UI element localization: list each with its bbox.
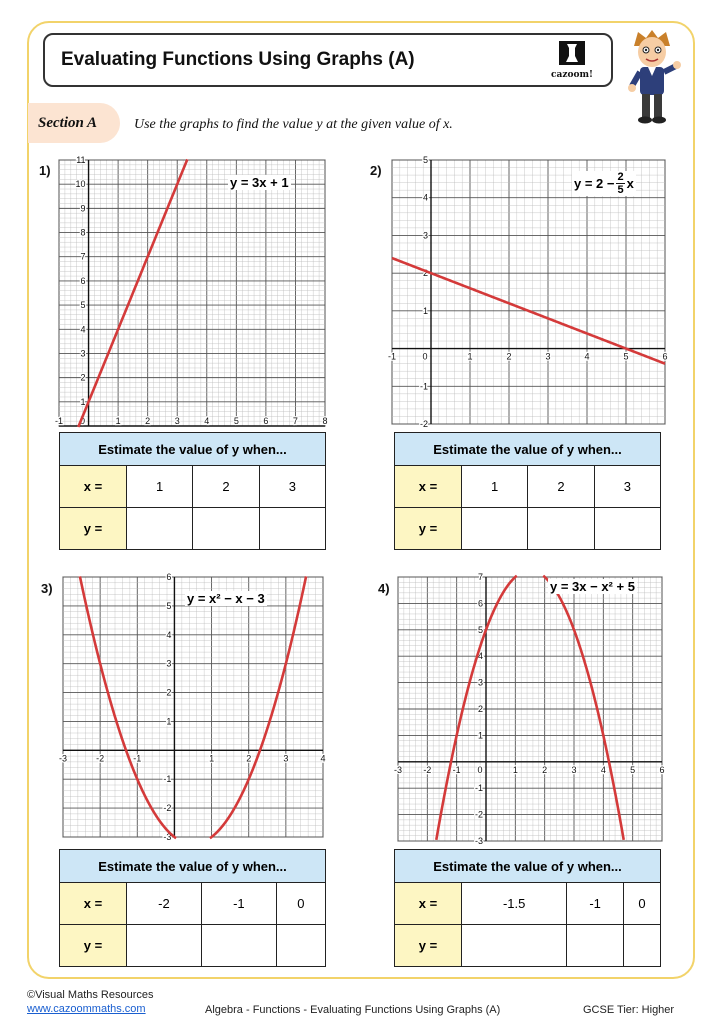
y-label: y =	[395, 925, 462, 967]
question-number-3: 3)	[41, 581, 53, 596]
answer-table-4	[394, 849, 661, 967]
y-tick-label: 3	[422, 230, 428, 241]
y-answer-cell[interactable]	[259, 508, 325, 550]
x-tick-label: -3	[58, 753, 68, 764]
x-tick-label: 4	[320, 753, 326, 764]
x-value: -2	[127, 883, 202, 925]
y-tick-label: 3	[166, 658, 172, 669]
x-value: 3	[594, 466, 660, 508]
y-tick-label: 3	[477, 677, 483, 688]
website-link[interactable]: www.cazoommaths.com	[27, 1003, 146, 1015]
y-tick-label: 6	[477, 598, 483, 609]
y-answer-cell[interactable]	[567, 925, 624, 967]
x-value: 1	[462, 466, 528, 508]
x-value: 3	[259, 466, 325, 508]
equation-2-numerator: 2	[617, 171, 624, 183]
x-tick-label: 3	[571, 764, 577, 775]
x-tick-label: 2	[246, 753, 252, 764]
y-tick-label: 2	[422, 268, 428, 279]
section-label: Section A	[38, 115, 98, 131]
y-tick-label: 11	[76, 155, 86, 165]
y-tick-label: 8	[80, 227, 86, 238]
y-tick-label: 9	[80, 203, 86, 214]
y-tick-label: -3	[163, 832, 172, 842]
question-number-2: 2)	[370, 163, 382, 178]
equation-1: y = 3x + 1	[230, 175, 289, 190]
x-label: x =	[60, 466, 127, 508]
x-tick-label: 2	[506, 351, 512, 362]
x-tick-label: 5	[623, 351, 629, 362]
table-prompt: Estimate the value of y when...	[60, 433, 326, 466]
y-tick-label: -2	[474, 809, 483, 820]
x-label: x =	[395, 883, 462, 925]
equation-4: y = 3x − x² + 5	[550, 579, 635, 594]
x-value: 0	[276, 883, 325, 925]
y-tick-label: 2	[80, 372, 86, 383]
y-tick-label: 6	[80, 275, 86, 286]
x-tick-label: 2	[542, 764, 548, 775]
x-tick-label: 0	[477, 764, 483, 775]
graph-2	[387, 155, 668, 429]
table-prompt: Estimate the value of y when...	[395, 850, 661, 883]
y-answer-cell[interactable]	[462, 508, 528, 550]
y-tick-label: 7	[477, 572, 483, 582]
question-number-4: 4)	[378, 581, 390, 596]
graph-1	[54, 155, 328, 426]
equation-2-denominator: 5	[617, 184, 624, 196]
graph-3	[58, 572, 326, 842]
x-tick-label: -3	[393, 764, 403, 775]
footer-topic: Algebra - Functions - Evaluating Functions Using Graphs (A)	[205, 1004, 501, 1016]
y-answer-cell[interactable]	[623, 925, 660, 967]
cazoom-logo	[547, 40, 597, 82]
graph-4	[393, 572, 665, 846]
y-answer-cell[interactable]	[528, 508, 594, 550]
y-answer-cell[interactable]	[462, 925, 567, 967]
x-tick-label: 1	[467, 351, 473, 362]
x-value: 2	[528, 466, 594, 508]
y-tick-label: -3	[474, 836, 483, 846]
y-tick-label: 2	[166, 687, 172, 698]
x-tick-label: 6	[662, 351, 668, 362]
question-number-1: 1)	[39, 163, 51, 178]
y-tick-label: 7	[80, 251, 86, 262]
x-tick-label: 2	[145, 416, 151, 426]
y-tick-label: 5	[477, 624, 483, 635]
x-tick-label: -1	[452, 764, 461, 775]
page-title: Evaluating Functions Using Graphs (A)	[61, 49, 415, 70]
x-value: -1.5	[462, 883, 567, 925]
y-tick-label: 1	[166, 716, 172, 727]
copyright-text: ©Visual Maths Resources	[27, 989, 154, 1001]
y-tick-label: 10	[75, 179, 86, 190]
answer-table-1	[59, 432, 326, 550]
footer-credits	[27, 988, 154, 1016]
y-label: y =	[60, 925, 127, 967]
x-tick-label: 5	[233, 416, 239, 426]
x-tick-label: 5	[630, 764, 636, 775]
y-tick-label: -1	[474, 783, 483, 794]
y-label: y =	[395, 508, 462, 550]
y-tick-label: -2	[163, 803, 172, 814]
equation-3: y = x² − x − 3	[187, 591, 265, 606]
table-prompt: Estimate the value of y when...	[60, 850, 326, 883]
x-tick-label: 7	[292, 416, 298, 426]
y-tick-label: -1	[419, 381, 428, 392]
table-prompt: Estimate the value of y when...	[395, 433, 661, 466]
y-tick-label: 1	[477, 730, 483, 741]
y-tick-label: 5	[422, 155, 428, 165]
y-answer-cell[interactable]	[127, 925, 202, 967]
x-label: x =	[60, 883, 127, 925]
instruction-text: Use the graphs to find the value y at the given value of x.	[134, 117, 453, 132]
x-value: 0	[623, 883, 660, 925]
y-tick-label: 4	[422, 192, 428, 203]
y-tick-label: 4	[166, 629, 172, 640]
mascot-icon	[624, 28, 684, 126]
x-tick-label: 0	[422, 351, 428, 362]
y-answer-cell[interactable]	[276, 925, 325, 967]
y-tick-label: 5	[166, 600, 172, 611]
x-tick-label: 1	[209, 753, 215, 764]
x-tick-label: 3	[174, 416, 180, 426]
y-tick-label: 5	[80, 300, 86, 311]
x-tick-label: 8	[322, 416, 328, 426]
equation-2-suffix: x	[626, 176, 634, 191]
y-label: y =	[60, 508, 127, 550]
x-tick-label: -2	[96, 753, 105, 764]
y-tick-label: 1	[422, 305, 428, 316]
x-tick-label: 1	[115, 416, 121, 426]
y-tick-label: 1	[80, 396, 86, 407]
x-tick-label: 6	[263, 416, 269, 426]
x-label: x =	[395, 466, 462, 508]
y-answer-cell[interactable]	[193, 508, 259, 550]
logo-text: cazoom!	[551, 70, 593, 80]
x-value: -1	[201, 883, 276, 925]
y-tick-label: -2	[419, 419, 428, 429]
x-tick-label: -1	[133, 753, 142, 764]
answer-table-2	[394, 432, 661, 550]
x-tick-label: -1	[54, 416, 64, 426]
x-tick-label: 6	[659, 764, 665, 775]
equation-2-prefix: y = 2 −	[574, 176, 615, 191]
footer-tier: GCSE Tier: Higher	[583, 1004, 675, 1016]
title-box	[43, 33, 613, 87]
y-tick-label: 4	[477, 651, 483, 662]
equation-2	[572, 171, 636, 196]
x-tick-label: 0	[80, 416, 86, 426]
x-tick-label: 1	[512, 764, 518, 775]
answer-table-3	[59, 849, 326, 967]
y-answer-cell[interactable]	[201, 925, 276, 967]
x-value: -1	[567, 883, 624, 925]
x-value: 2	[193, 466, 259, 508]
x-tick-label: 3	[545, 351, 551, 362]
x-tick-label: 3	[283, 753, 289, 764]
x-value: 1	[127, 466, 193, 508]
y-tick-label: 6	[166, 572, 172, 582]
y-answer-cell[interactable]	[594, 508, 660, 550]
y-tick-label: -1	[163, 774, 172, 785]
y-tick-label: 3	[80, 348, 86, 359]
y-tick-label: 2	[477, 704, 483, 714]
x-tick-label: -2	[423, 764, 432, 775]
y-answer-cell[interactable]	[127, 508, 193, 550]
x-tick-label: 4	[204, 416, 210, 426]
y-tick-label: 4	[80, 324, 86, 335]
x-tick-label: 4	[584, 351, 590, 362]
section-tab	[28, 103, 120, 143]
x-tick-label: 4	[600, 764, 606, 775]
x-tick-label: -1	[387, 351, 397, 362]
